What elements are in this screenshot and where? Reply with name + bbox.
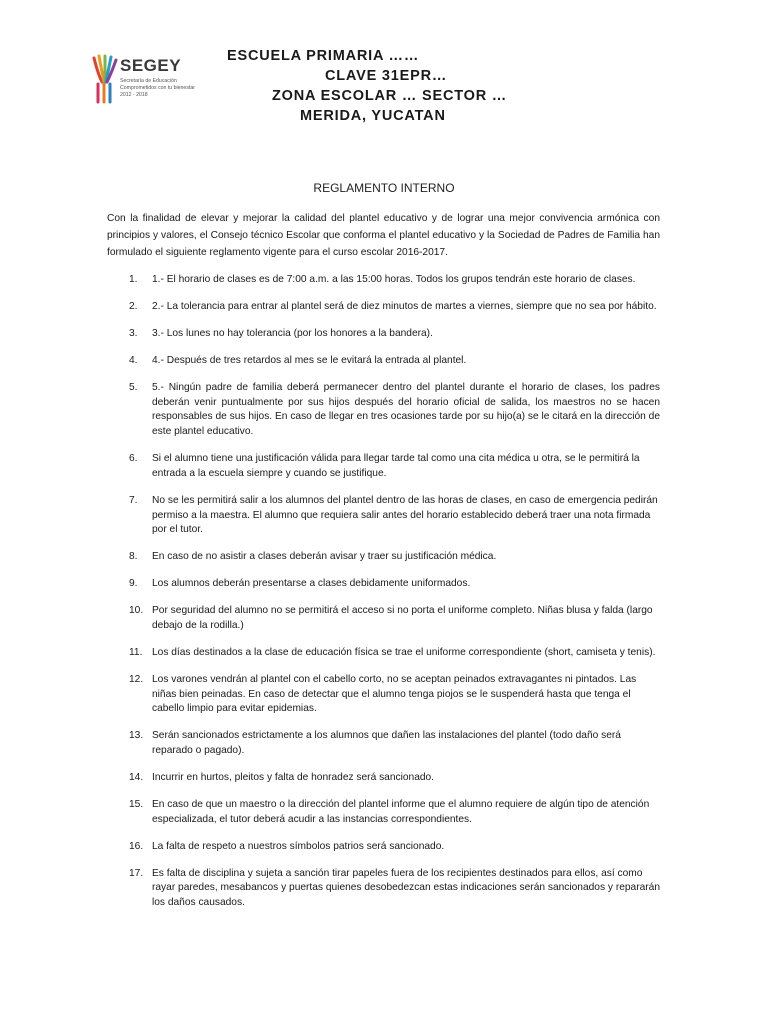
rule-item — [107, 577, 660, 592]
rule-item — [107, 729, 660, 758]
document-title: REGLAMENTO INTERNO — [313, 181, 455, 195]
rule-number: 10. — [129, 605, 144, 617]
rule-item — [107, 550, 660, 565]
rule-number: 13. — [129, 730, 144, 742]
logo-name: SEGEY — [120, 56, 182, 75]
rule-number: 4. — [129, 355, 138, 366]
rule-number: 7. — [129, 494, 138, 506]
rule-text: 3.- Los lunes no hay tolerancia (por los honores a la bandera). — [152, 328, 433, 339]
rule-number: 16. — [129, 840, 144, 852]
school-clave: CLAVE 31EPR… — [325, 68, 448, 84]
rule-text: En caso de no asistir a clases deberán avisar y traer su justificación médica. — [152, 551, 497, 563]
rule-text: Incurrir en hurtos, pleitos y falta de honradez será sancionado. — [152, 772, 435, 784]
rule-text: Serán sancionados estrictamente a los alumnos que dañen las instalaciones del plantel (todo daño será reparado o pagado). — [152, 730, 621, 757]
school-city: MERIDA, YUCATAN — [300, 108, 446, 124]
rule-text: Los varones vendrán al plantel con el cabello corto, no se aceptan peinados extravagantes ni pintados. Las niñas bien peinadas. En caso de detectar que el alumno tenga piojos se le suspenderá hasta que tenga el cabello limpio para evitar epidemias. — [152, 673, 637, 715]
rule-text: 1.- El horario de clases es de 7:00 a.m. a las 15:00 horas. Todos los grupos tendrán este horario de clases. — [152, 274, 636, 285]
rule-text: Los días destinados a la clase de educación física se trae el uniforme correspondiente (short, camiseta y tenis). — [152, 646, 656, 658]
rule-item — [107, 840, 660, 855]
rule-item — [107, 327, 660, 342]
rule-item — [107, 771, 660, 786]
rule-item — [107, 798, 660, 827]
rule-item — [107, 604, 660, 633]
rule-text: La falta de respeto a nuestros símbolos patrios será sancionado. — [152, 840, 445, 852]
rule-number: 9. — [129, 578, 138, 590]
rule-number: 1. — [129, 274, 138, 285]
rule-number: 6. — [129, 453, 138, 465]
rule-text: Es falta de disciplina y sujeta a sanción tirar papeles fuera de los recipientes destinados para ellos, así como rayar paredes, mesabancos y puertas quienes desobedezcan estas indicaciones serán sancionados y repararán los daños causados. — [152, 867, 660, 909]
rules-list — [107, 273, 660, 923]
rule-item — [107, 867, 660, 911]
intro-paragraph: Con la finalidad de elevar y mejorar la calidad del plantel educativo y de lograr una mejor convivencia armónica con principios y valores, el Consejo técnico Escolar que conforma el plantel educativo y la Sociedad de Padres de Familia han formulado el siguiente reglamento vigente para el curso escolar 2016-2017. — [107, 213, 660, 258]
rule-text: Los alumnos deberán presentarse a clases debidamente uniformados. — [152, 578, 471, 590]
rule-text: 4.- Después de tres retardos al mes se le evitará la entrada al plantel. — [152, 355, 467, 366]
rule-item — [107, 300, 660, 315]
rule-text: En caso de que un maestro o la dirección del plantel informe que el alumno requiere de algún tipo de atención especializada, el tutor deberá acudir a las instancias correspondientes. — [152, 799, 650, 825]
rule-number: 15. — [129, 799, 144, 811]
logo-subtitle: Secretaría de Educación — [120, 78, 177, 84]
rule-number: 17. — [129, 867, 144, 879]
rule-number: 12. — [129, 673, 144, 685]
segey-emblem-icon — [90, 52, 118, 106]
rule-text: 5.- Ningún padre de familia deberá permanecer dentro del plantel durante el horario de clases, los padres deberán venir puntualmente por sus hijos después del horario oficial de salida, los maestros no se hacen responsables de sus hijos. En caso de llegar en tres ocasiones tarde por su hijo(a) se le citará en la dirección de este plantel educativo. — [152, 382, 660, 438]
rule-text: Si el alumno tiene una justificación válida para llegar tarde tal como una cita médica u otra, se le permitirá la entrada a la escuela siempre y cuando se justifique. — [152, 453, 640, 479]
rule-item — [107, 494, 660, 538]
rule-item — [107, 273, 660, 288]
rule-number: 14. — [129, 772, 144, 784]
rule-number: 3. — [129, 328, 138, 339]
rule-text: No se les permitirá salir a los alumnos del plantel dentro de las horas de clases, en caso de emergencia pedirán permiso a la maestra. El alumno que requiera salir antes del horario establecido deberá traer una nota firmada por el tutor. — [152, 494, 658, 536]
rule-item — [107, 354, 660, 369]
rule-item — [107, 673, 660, 717]
segey-logo — [90, 52, 200, 114]
rule-item — [107, 381, 660, 440]
logo-subtitle: 2012 - 2018 — [120, 92, 148, 98]
rule-number: 11. — [129, 646, 143, 658]
rule-number: 5. — [129, 382, 138, 393]
logo-subtitle: Comprometidos con tu bienestar — [120, 85, 195, 91]
rule-number: 8. — [129, 551, 138, 563]
rule-text: Por seguridad del alumno no se permitirá el acceso si no porta el uniforme completo. Niñas blusa y falda (largo debajo de la rodilla.) — [152, 605, 653, 631]
rule-item — [107, 646, 660, 661]
rule-text: 2.- La tolerancia para entrar al plantel será de diez minutos de martes a viernes, siempre que no sea por hábito. — [152, 301, 657, 312]
rule-item — [107, 452, 660, 481]
school-name: ESCUELA PRIMARIA …… — [227, 48, 420, 64]
rule-number: 2. — [129, 301, 138, 312]
school-zone-sector: ZONA ESCOLAR … SECTOR … — [272, 88, 508, 104]
